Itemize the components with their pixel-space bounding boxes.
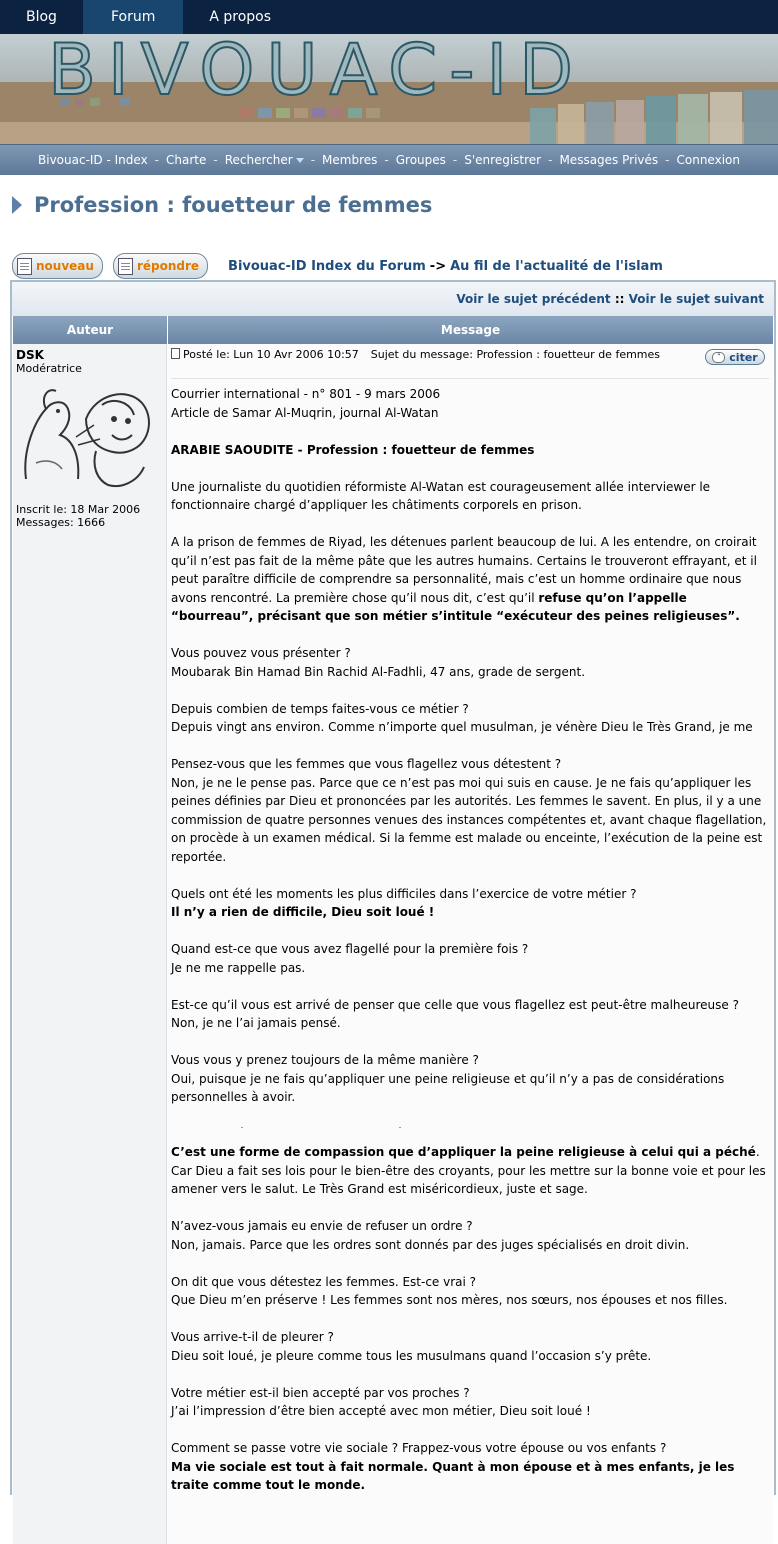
post-body — [171, 379, 769, 1495]
qa-block — [171, 644, 769, 681]
qa-block — [171, 1328, 769, 1365]
tab-forum[interactable]: Forum — [83, 0, 183, 34]
question: Quand est-ce que vous avez flagellé pour la première fois ? — [171, 942, 529, 956]
quote-label: citer — [729, 350, 758, 364]
site-banner[interactable] — [0, 34, 778, 144]
new-topic-label: nouveau — [36, 259, 94, 273]
document-icon — [17, 258, 32, 275]
nav-separator: - — [384, 153, 389, 167]
question: Comment se passe votre vie sociale ? Frappez-vous votre épouse ou vos enfants ? — [171, 1441, 667, 1455]
qa-block — [171, 1051, 769, 1107]
reply-label: répondre — [136, 259, 200, 273]
qa-block — [171, 996, 769, 1033]
breadcrumb — [228, 259, 663, 274]
question: Depuis combien de temps faites-vous ce métier ? — [171, 701, 469, 716]
top-navigation — [0, 0, 778, 34]
breadcrumb-index[interactable]: Bivouac-ID Index du Forum — [228, 258, 426, 274]
nav-charte[interactable]: Charte — [166, 153, 207, 167]
quote-button[interactable] — [705, 349, 765, 365]
post-paragraph — [171, 533, 769, 626]
question: Vous arrive-t-il de pleurer ? — [171, 1330, 334, 1344]
topic-actions — [0, 251, 778, 281]
answer: Non, je ne le pense pas. Parce que ce n’est pas moi qui suis en cause. Je ne fais qu’appliquer les peines définies par Dieu et prononcées par les autorités. Les femmes le savent. En plus, il y a une commission de quatre personnes venues des instances compétentes et, avant chaque flagellation, on procède à un examen médical. Si la femme est malade ou enceinte, l’exécution de la peine est reportée. — [171, 775, 767, 864]
qa-block — [171, 700, 769, 737]
answer: Non, jamais. Parce que les ordres sont donnés par des juges spécialisés en droit divin. — [171, 1237, 690, 1252]
answer: Ma vie sociale est tout à fait normale. Quant à mon épouse et à mes enfants, je les traite comme tout le monde. — [171, 1459, 735, 1492]
forum-navigation — [0, 144, 778, 175]
answer: Oui, puisque je ne fais qu’appliquer une peine religieuse et qu’il n’y a pas de considérations personnelles à avoir. — [171, 1071, 725, 1104]
answer: Dieu soit loué, je pleure comme tous les musulmans quand l’occasion s’y prête. — [171, 1348, 652, 1363]
breadcrumb-category[interactable]: Au fil de l'actualité de l'islam — [450, 258, 663, 274]
question: Est-ce qu’il vous est arrivé de penser que celle que vous flagellez est peut-être malheureuse ? — [171, 997, 739, 1012]
answer-bold: C’est une forme de compassion que d’appliquer la peine religieuse à celui qui a péché — [171, 1145, 756, 1159]
post-paragraph — [171, 385, 769, 422]
tab-blog[interactable]: Blog — [26, 9, 57, 25]
nav-membres[interactable]: Membres — [322, 153, 378, 167]
question: Pensez-vous que les femmes que vous flagellez vous détestent ? — [171, 757, 562, 771]
site-logo: BIVOUAC-ID — [48, 34, 585, 111]
question: Quels ont été les moments les plus difficiles dans l’exercice de votre métier ? — [171, 886, 637, 901]
source-line: Courrier international - n° 801 - 9 mars 2006 — [171, 387, 441, 401]
question: Votre métier est-il bien accepté par vos proches ? — [171, 1385, 470, 1400]
nav-separator: - — [452, 153, 458, 167]
nav-separator: - — [213, 153, 218, 167]
answer: Que Dieu m’en préserve ! Les femmes sont nos mères, nos sœurs, nos épouses et nos filles. — [171, 1293, 728, 1307]
post-subject: Sujet du message: Profession : fouetteur de femmes — [370, 348, 661, 361]
question: Vous pouvez vous présenter ? — [171, 646, 351, 660]
previous-topic-link[interactable]: Voir le sujet précédent — [456, 292, 611, 306]
answer: Depuis vingt ans environ. Comme n’importe quel musulman, je vénère Dieu le Très Grand, je me — [171, 720, 753, 734]
author-joined: Inscrit le: 18 Mar 2006 — [16, 503, 141, 516]
post-date: Posté le: Lun 10 Avr 2006 10:57 — [183, 348, 359, 361]
tab-a-propos[interactable]: A propos — [209, 9, 272, 25]
question: N’avez-vous jamais eu envie de refuser un ordre ? — [171, 1219, 473, 1233]
new-topic-button[interactable] — [12, 253, 103, 279]
author-name[interactable]: DSK — [16, 348, 44, 362]
answer: Il n’y a rien de difficile, Dieu soit loué ! — [171, 905, 435, 919]
topic-table — [10, 280, 776, 1495]
paragraph-text: A la prison de femmes de Riyad, les détenues parlent beaucoup de lui. A les entendre, on croirait qu’il n’est pas fait de la même pâte que les autres humains. Certains le trouveront effrayant, et il peut paraître difficile de comprendre sa personnalité, mais c’est un homme ordinaire que nous avons rencontré. La première chose qu’il nous dit, c’est qu’il — [171, 535, 757, 605]
answer: Non, je ne l’ai jamais pensé. — [171, 1016, 341, 1030]
author-profile — [13, 344, 167, 1544]
answer: J’ai l’impression d’être bien accepté avec mon métier, Dieu soit loué ! — [171, 1404, 591, 1418]
nav-groupes[interactable]: Groupes — [395, 153, 446, 167]
qa-block — [171, 885, 769, 922]
qa-block — [171, 1217, 769, 1254]
quote-icon: " — [712, 352, 725, 363]
dropdown-arrow-icon[interactable] — [296, 158, 304, 163]
nav-separator: - — [310, 153, 316, 167]
table-header — [13, 316, 773, 344]
article-headline: ARABIE SAOUDITE - Profession : fouetteur de femmes — [171, 442, 535, 457]
source-line: Article de Samar Al-Muqrin, journal Al-Watan — [171, 405, 439, 420]
topic-navigation — [12, 282, 774, 316]
title-arrow-icon — [12, 196, 22, 214]
breadcrumb-arrow: -> — [429, 258, 447, 274]
nav-rechercher-label: Rechercher — [224, 153, 293, 167]
answer: Moubarak Bin Hamad Bin Rachid Al-Fadhli, 47 ans, grade de sergent. — [171, 664, 586, 679]
rendering-gap — [171, 1125, 769, 1143]
answer: Je ne me rappelle pas. — [171, 960, 306, 975]
next-topic-link[interactable]: Voir le sujet suivant — [628, 292, 764, 306]
page-title[interactable]: Profession : fouetteur de femmes — [34, 193, 433, 217]
message-column-header: Message — [168, 316, 773, 344]
reply-button[interactable] — [113, 253, 208, 279]
qa-block — [171, 1143, 769, 1199]
nav-separator: - — [548, 153, 553, 167]
avatar — [16, 379, 158, 491]
author-post-count: Messages: 1666 — [16, 516, 106, 529]
post-header — [171, 344, 769, 379]
post-icon — [171, 348, 180, 359]
post-paragraph: Une journaliste du quotidien réformiste Al-Watan est courageusement allée interviewer le fonctionnaire chargé d’appliquer les châtiments corporels en prison. — [171, 479, 711, 512]
question: Vous vous y prenez toujours de la même manière ? — [171, 1053, 479, 1067]
qa-block — [171, 1273, 769, 1310]
qa-block — [171, 1439, 769, 1495]
question: On dit que vous détestez les femmes. Est-ce vrai ? — [171, 1274, 477, 1289]
nav-separator: - — [665, 153, 670, 167]
message-cell — [167, 344, 773, 1544]
nav-private-messages[interactable]: Messages Privés — [559, 153, 659, 167]
qa-block — [171, 755, 769, 866]
qa-block — [171, 1384, 769, 1421]
topic-title-row — [0, 175, 778, 221]
paragraph-bold-text: refuse qu’on l’appelle “bourreau”, précisant que son métier s’intitule “exécuteur des peines religieuses”. — [171, 590, 740, 623]
post-paragraph — [171, 441, 769, 460]
author-column-header: Auteur — [13, 316, 168, 344]
author-rank: Modératrice — [16, 362, 82, 375]
nav-rechercher[interactable] — [225, 153, 304, 167]
nav-index[interactable]: Bivouac-ID - Index — [38, 153, 148, 167]
qa-block — [171, 940, 769, 977]
nav-login[interactable]: Connexion — [676, 153, 740, 167]
nav-separator: - — [154, 153, 160, 167]
topic-nav-separator: :: — [614, 292, 625, 306]
nav-register[interactable]: S'enregistrer — [464, 153, 542, 167]
document-icon — [118, 258, 133, 275]
answer: . Car Dieu a fait ses lois pour le bien-être des croyants, pour les mettre sur la bonne voie et pour les amener vers le salut. Le Très Grand est miséricordieux, juste et sage. — [171, 1145, 766, 1196]
post-row — [13, 344, 773, 1544]
